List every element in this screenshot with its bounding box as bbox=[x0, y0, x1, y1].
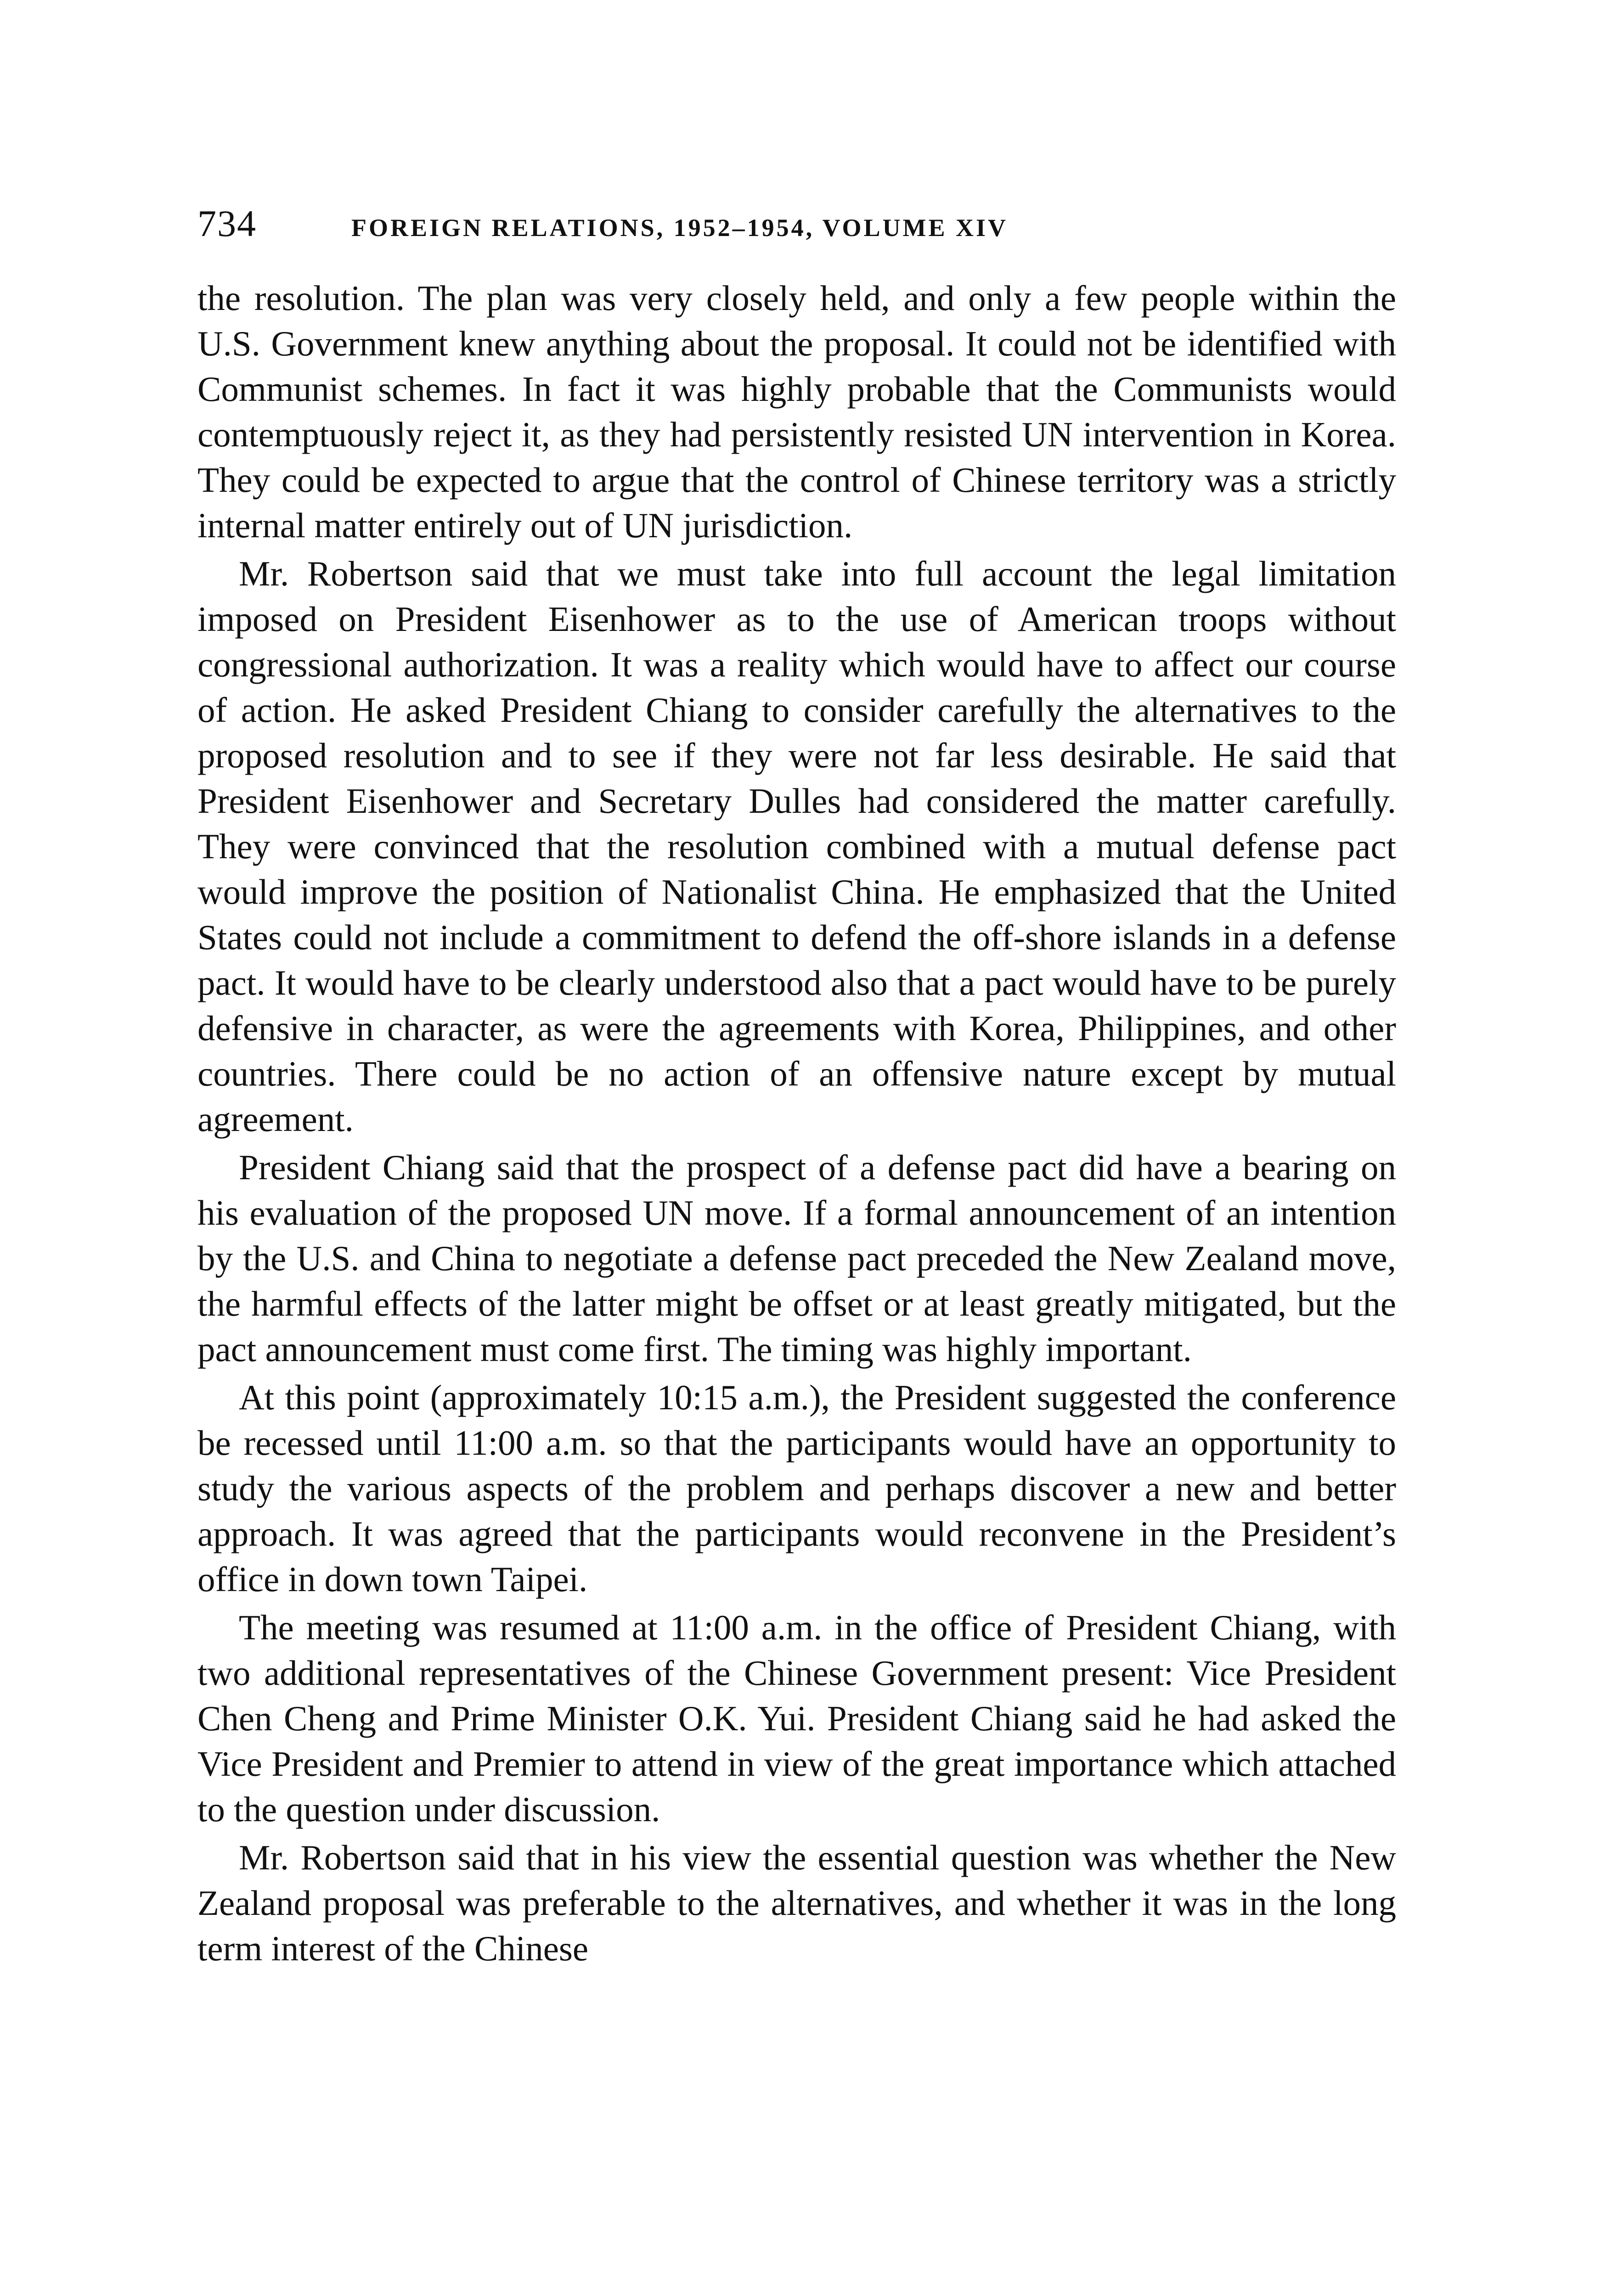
page-number: 734 bbox=[197, 203, 257, 244]
paragraph-meeting-resumed: The meeting was resumed at 11:00 a.m. in the office of President Chiang, with two additional representatives of the Chinese Government present: Vice President Chen Cheng and Prime Minister O.K. Yui. President Chiang said he had asked the Vice President and Premier to attend in view of the great importance which attached to the question under discussion. bbox=[197, 1608, 1396, 1829]
body-text bbox=[197, 276, 1396, 1971]
paragraph-robertson-legal-limitation: Mr. Robertson said that we must take into full account the legal limitation imposed on President Eisenhower as to the use of American troops without congressional authorization. It was a reality which would have to affect our course of action. He asked President Chiang to consider carefully the alternatives to the proposed resolution and to see if they were not far less desirable. He said that President Eisenhower and Secretary Dulles had considered the matter carefully. They were convinced that the resolution combined with a mutual defense pact would improve the position of Nationalist China. He emphasized that the United States could not include a commitment to defend the off-shore islands in a defense pact. It would have to be clearly understood also that a pact would have to be purely defensive in character, as were the agreements with Korea, Philippines, and other countries. There could be no action of an offensive nature except by mutual agreement. bbox=[197, 554, 1396, 1139]
paragraph-recess: At this point (approximately 10:15 a.m.), the President suggested the conference be recessed until 11:00 a.m. so that the participants would have an opportunity to study the various aspects of the problem and perhaps discover a new and better approach. It was agreed that the participants would reconvene in the President’s office in down town Taipei. bbox=[197, 1378, 1396, 1599]
paragraph-continuation: the resolution. The plan was very closely held, and only a few people within the U.S. Government knew anything about the proposal. It could not be identified with Communist schemes. In fact it was highly probable that the Communists would contemptuously reject it, as they had persistently resisted UN intervention in Korea. They could be expected to argue that the control of Chinese territory was a strictly internal matter entirely out of UN jurisdiction. bbox=[197, 278, 1396, 545]
paragraph-chiang-defense-pact: President Chiang said that the prospect of a defense pact did have a bearing on his evaluation of the proposed UN move. If a formal announcement of an intention by the U.S. and China to negotiate a defense pact preceded the New Zealand move, the harmful effects of the latter might be offset or at least greatly mitigated, but the pact announcement must come first. The timing was highly important. bbox=[197, 1148, 1396, 1369]
paragraph-essential-question: Mr. Robertson said that in his view the essential question was whether the New Zealand proposal was preferable to the alternatives, and whether it was in the long term interest of the Chinese bbox=[197, 1838, 1396, 1968]
running-head bbox=[197, 202, 1396, 253]
document-page bbox=[197, 202, 1396, 1974]
running-title: FOREIGN RELATIONS, 1952–1954, VOLUME XIV bbox=[351, 214, 1009, 242]
